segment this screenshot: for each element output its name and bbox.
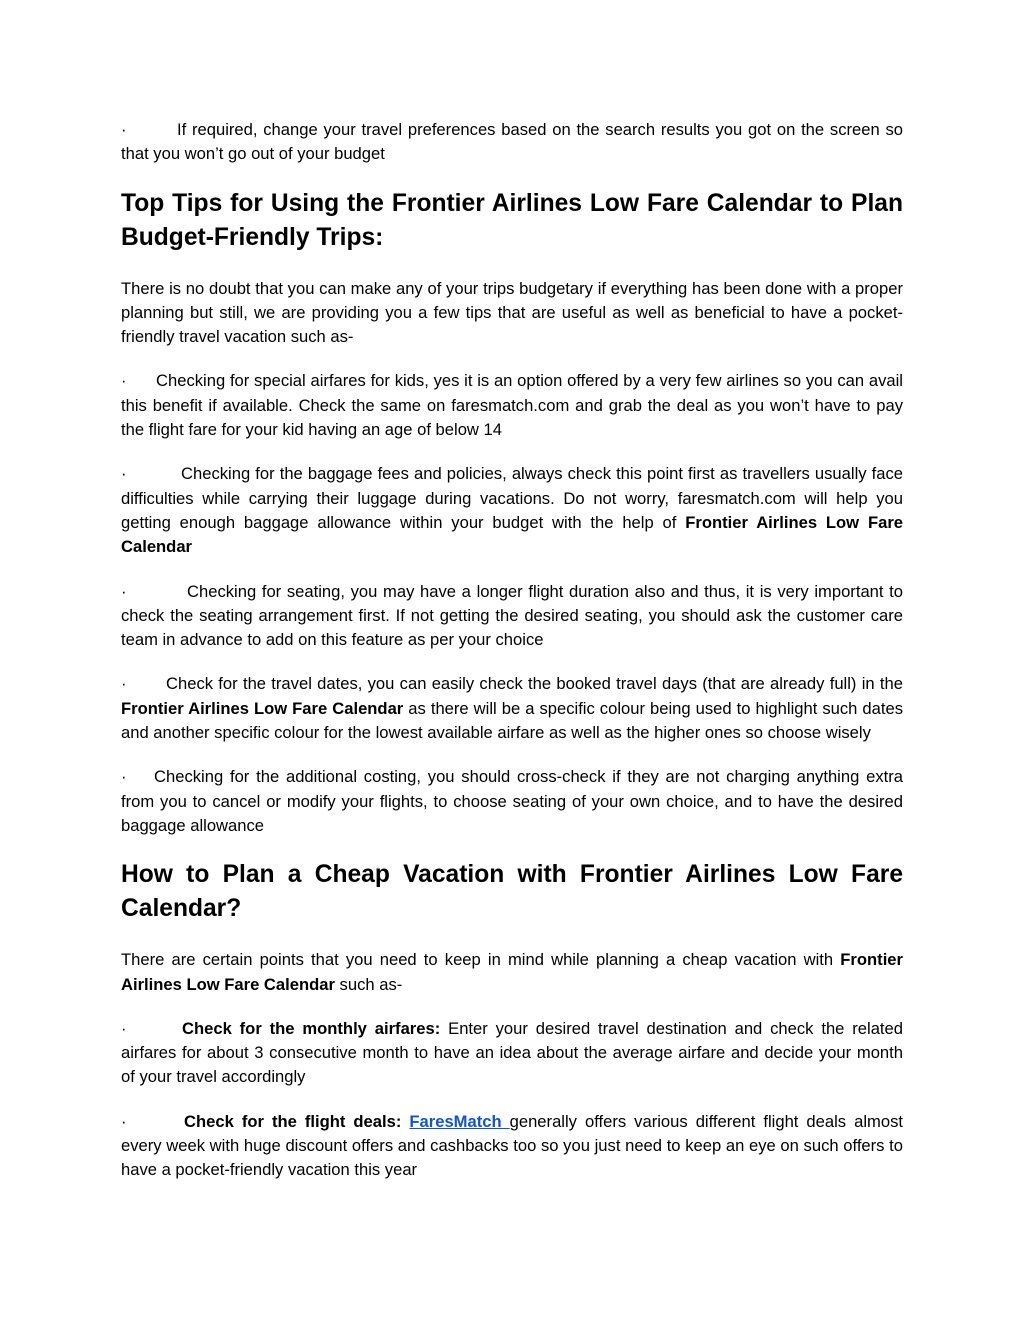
section-heading-cheap-vacation: How to Plan a Cheap Vacation with Frontier Airlines Low Fare Calendar? — [121, 861, 903, 923]
bullet-marker: · — [121, 1018, 127, 1038]
bullet-marker: · — [121, 464, 127, 484]
intro-text-continued: such as- — [334, 974, 403, 994]
list-item — [121, 1017, 903, 1090]
document-page — [121, 118, 903, 1183]
bullet-text: Checking for the additional costing, you should cross-check if they are not charging anything extra from you to cancel or modify your flights, to choose seating of your own choice, and to have the desired baggage allowance — [121, 767, 903, 835]
bullet-text: If required, change your travel preferences based on the search results you got on the screen so that you won’t go out of your budget — [121, 120, 903, 164]
list-item — [121, 765, 903, 838]
bullet-text: Checking for the baggage fees and policies, always check this point first as travellers usually face difficulties while carrying their luggage during vacations. Do not worry, faresmatch.com will help you getting enough baggage allowance within your budget with the help of — [121, 464, 903, 532]
bullet-marker: · — [121, 1111, 127, 1131]
bullet-marker: · — [121, 371, 127, 391]
list-item — [121, 580, 903, 653]
bullet-marker: · — [121, 581, 127, 601]
bullet-marker: · — [121, 120, 127, 139]
intro-bullet — [121, 118, 903, 167]
list-item — [121, 462, 903, 559]
faresmatch-link[interactable]: FaresMatch — [409, 1111, 510, 1131]
intro-text: There are certain points that you need to keep in mind while planning a cheap vacation with — [121, 950, 841, 970]
list-item — [121, 672, 903, 745]
section-intro — [121, 948, 903, 997]
bullet-text: Check for the travel dates, you can easily check the booked travel days (that are already full) in the — [166, 674, 903, 694]
bullet-text: Enter your desired travel destination and check the related airfares for about 3 consecutive month to have an idea about the average airfare and decide your month of your travel accordingly — [121, 1018, 903, 1087]
bullet-text: Checking for special airfares for kids, yes it is an option offered by a very few airlines so you can avail this benefit if available. Check the same on faresmatch.com and grab the deal as you won’t have to pay the flight fare for your kid having an age of below 14 — [121, 371, 903, 440]
bullet-marker: · — [121, 767, 127, 787]
section-intro: There is no doubt that you can make any of your trips budgetary if everything has been done with a proper planning but still, we are providing you a few tips that are useful as well as beneficial to have a pocket-friendly travel vacation such as- — [121, 278, 903, 347]
bullet-text: Checking for seating, you may have a longer flight duration also and thus, it is very important to check the seating arrangement first. If not getting the desired seating, you should ask the customer care team in advance to add on this feature as per your choice — [121, 581, 903, 650]
bold-phrase: Frontier Airlines Low Fare Calendar — [121, 698, 404, 718]
section-heading-top-tips: Top Tips for Using the Frontier Airlines Low Fare Calendar to Plan Budget-Friendly Trips: — [121, 189, 903, 251]
bullet-text: generally offers various different flight deals almost every week with huge discount offers and cashbacks too so you just need to keep an eye on such offers to have a pocket-friendly vacation this year — [121, 1111, 903, 1180]
list-item — [121, 1110, 903, 1183]
bold-phrase: Check for the monthly airfares: — [182, 1018, 441, 1038]
bold-phrase: Frontier Airlines Low Fare Calendar — [121, 950, 903, 994]
bold-phrase: Check for the flight deals: — [184, 1111, 402, 1131]
bullet-marker: · — [121, 674, 127, 694]
list-item — [121, 369, 903, 442]
bullet-text-continued: as there will be a specific colour being used to highlight such dates and another specific colour for the lowest available airfare as well as the higher ones so choose wisely — [121, 698, 904, 743]
bold-phrase: Frontier Airlines Low Fare Calendar — [121, 512, 904, 557]
